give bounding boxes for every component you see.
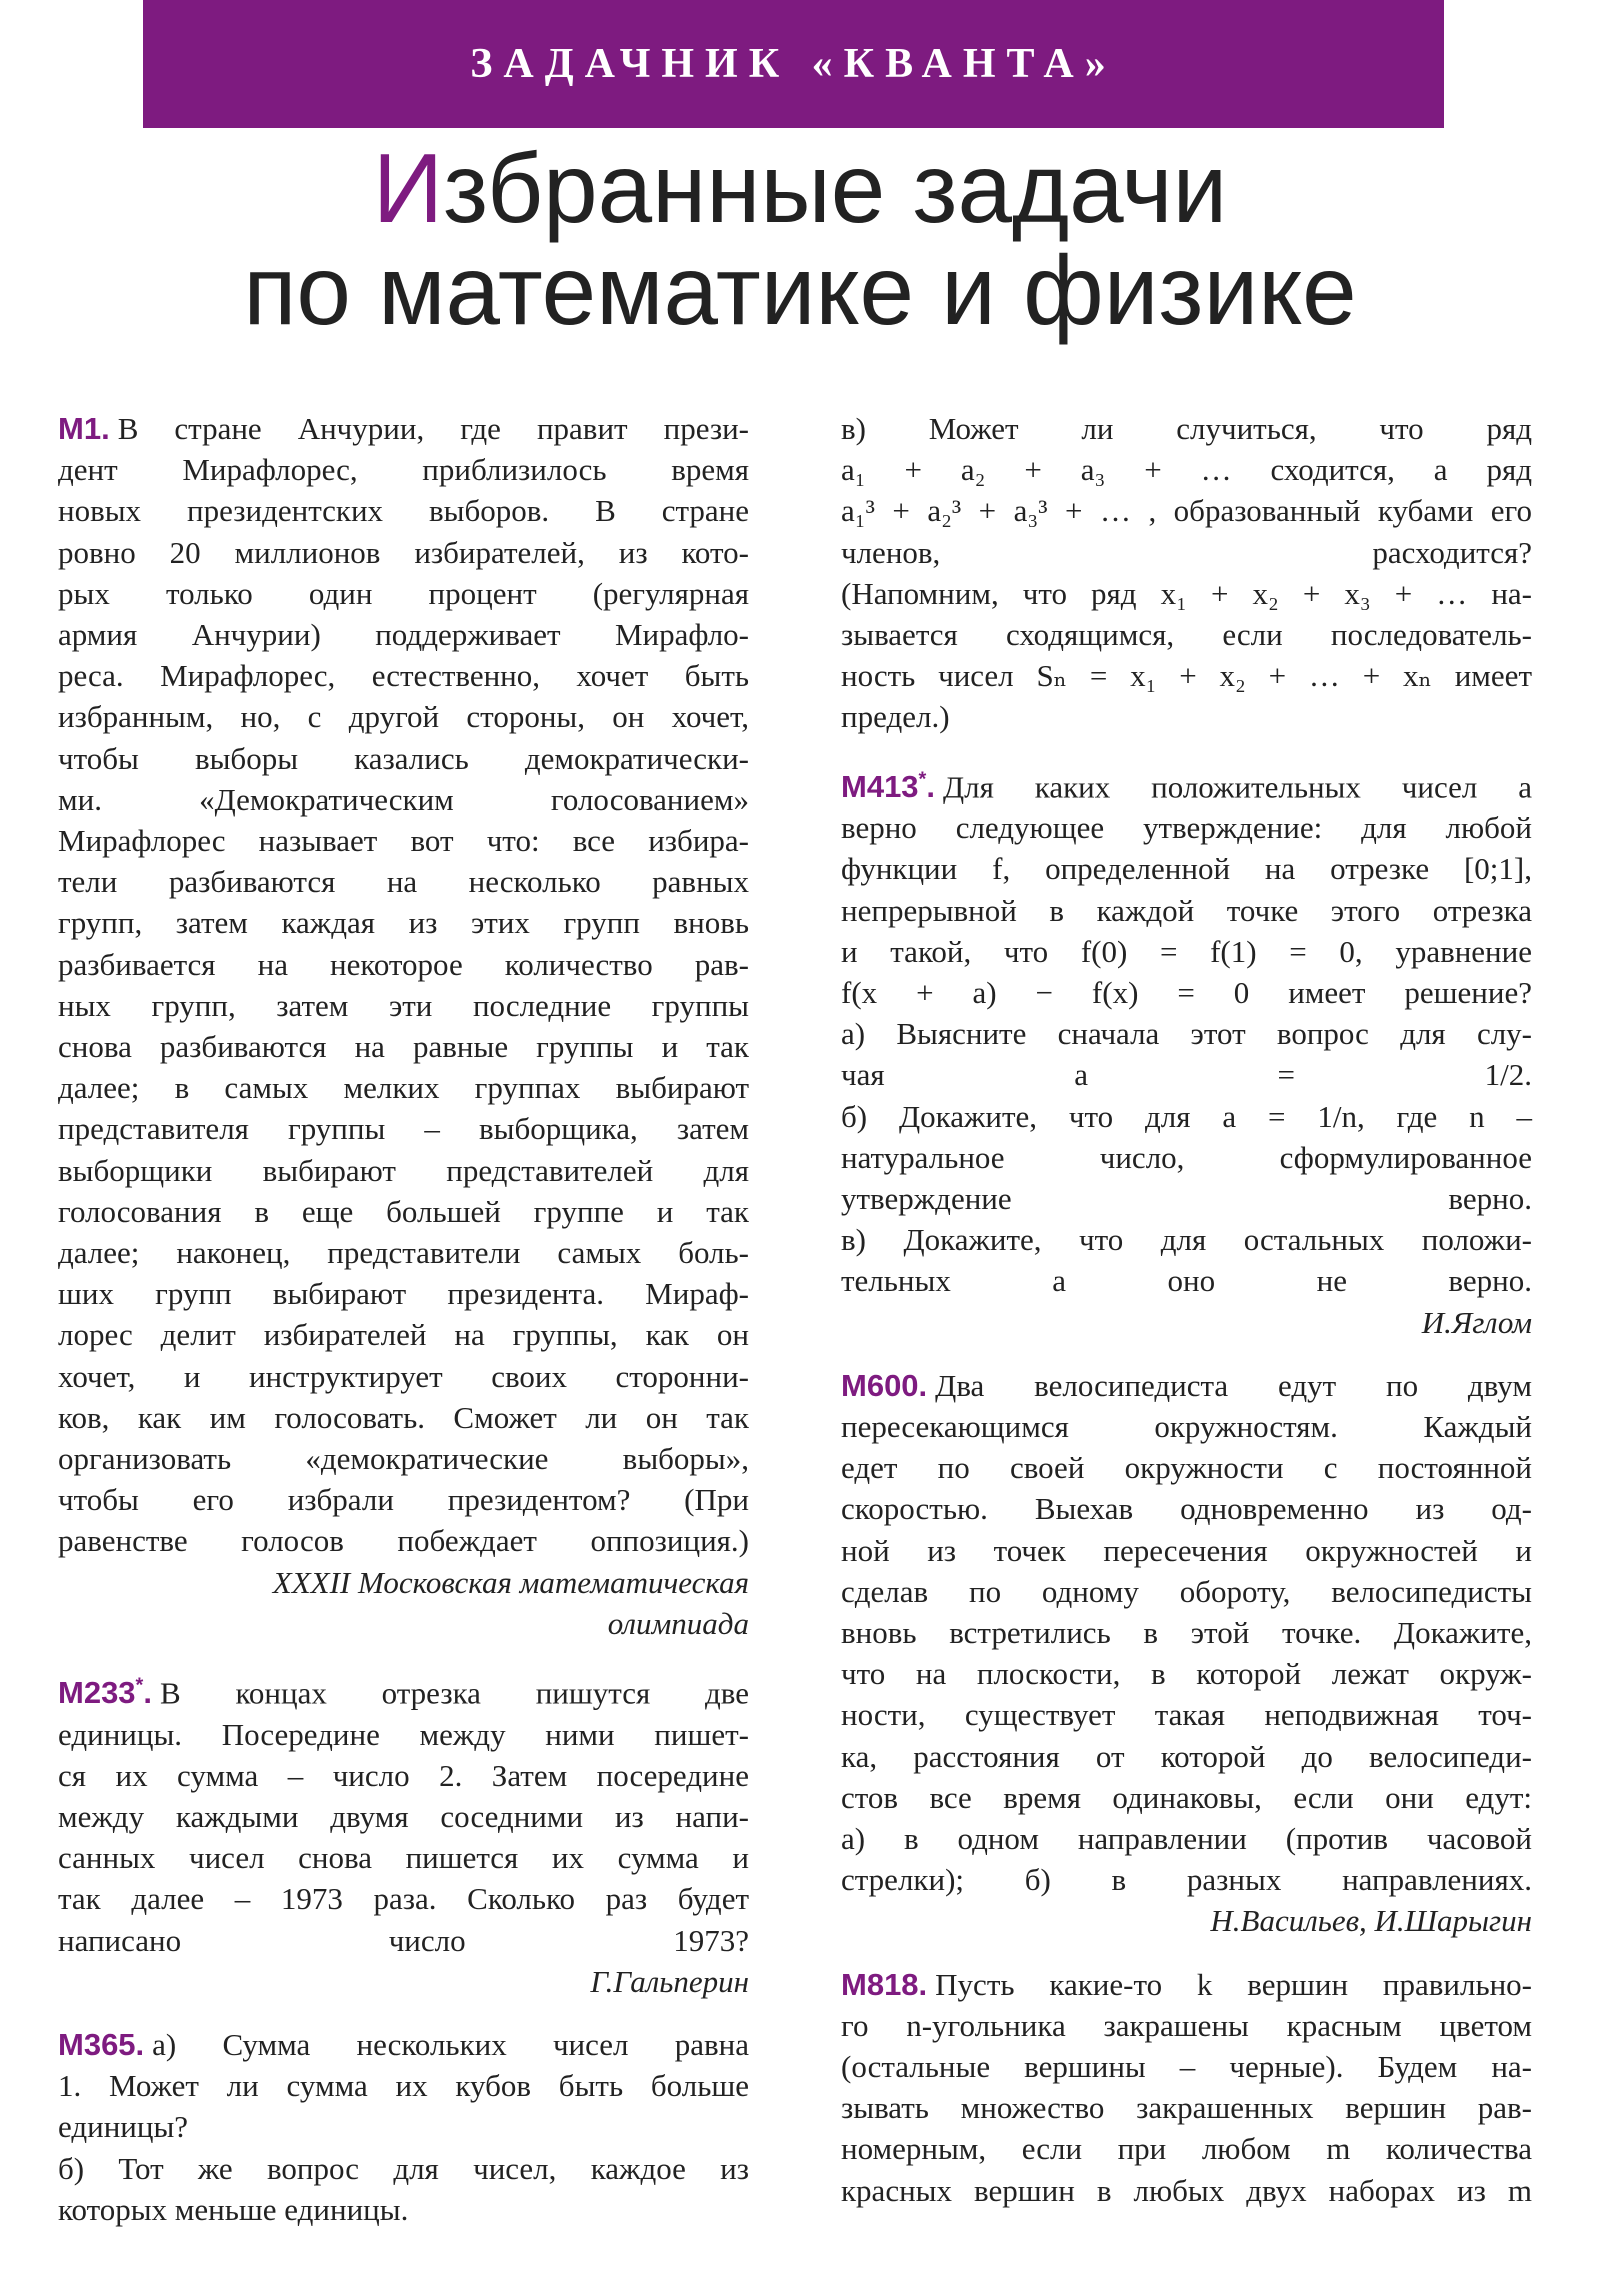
- line-text: номерным, если при любом m количества: [841, 2131, 1532, 2167]
- line-text: единицы?: [58, 2109, 189, 2145]
- text-line: [58, 738, 749, 779]
- paragraph: [841, 1365, 1532, 1901]
- line-text: что на плоскости, в которой лежат окруж-: [841, 1656, 1532, 1692]
- problem-number: [58, 411, 110, 446]
- text-line: [58, 1520, 749, 1561]
- text-line: [841, 1178, 1532, 1219]
- line-text: в) Докажите, что для остальных положи-: [841, 1222, 1532, 1258]
- text-line: [58, 1273, 749, 1314]
- text-line: [58, 696, 749, 737]
- problem-number-text: M413: [841, 768, 919, 804]
- problem-number: [58, 1675, 152, 1710]
- line-text: непрерывной в каждой точке этого отрезка: [841, 892, 1532, 928]
- line-text: так далее – 1973 раза. Сколько раз будет: [58, 1881, 749, 1917]
- dot: .: [143, 1675, 152, 1711]
- line-text: рых только один процент (регулярная: [58, 575, 749, 611]
- text-line: [841, 449, 1532, 490]
- paragraph: [841, 573, 1532, 738]
- problem-number-text: M365.: [58, 2027, 145, 2063]
- line-text: групп, затем каждая из этих групп вновь: [58, 905, 749, 941]
- problem-number-text: M233: [58, 1675, 136, 1711]
- line-text: Мирафлорес называет вот что: все избира-: [58, 823, 749, 859]
- line-text: равенстве голосов побеждает оппозиция.): [58, 1523, 749, 1559]
- line-text: б) Докажите, что для a = 1/n, где n –: [841, 1098, 1532, 1134]
- text-line: [841, 1488, 1532, 1529]
- text-line: [841, 1777, 1532, 1818]
- line-text: санных чисел снова пишется их сумма и: [58, 1840, 749, 1876]
- problem-number: [841, 1967, 927, 2002]
- text-line: [841, 532, 1532, 573]
- text-line: [841, 1406, 1532, 1447]
- text-line: [58, 449, 749, 490]
- line-text: a₁ + a₂ + a₃ + … сходится, а ряд: [841, 452, 1532, 488]
- text-line: [58, 614, 749, 655]
- page-title-line-1: [0, 133, 1600, 243]
- text-line: [58, 2189, 749, 2230]
- text-line: [58, 1150, 749, 1191]
- line-text: между каждыми двумя соседними из напи-: [58, 1799, 749, 1835]
- text-line: [841, 408, 1532, 449]
- line-text: скоростью. Выехав одновременно из од-: [841, 1491, 1532, 1527]
- text-line: [841, 760, 1532, 808]
- problem-m365-continued: [841, 408, 1532, 738]
- line-text: дент Мирафлорес, приблизилось время: [58, 452, 749, 488]
- paragraph: [841, 760, 1532, 1014]
- text-line: [58, 1878, 749, 1919]
- line-text: а) Выясните сначала этот вопрос для слу-: [841, 1016, 1532, 1052]
- line-text: тели разбиваются на несколько равных: [58, 864, 749, 900]
- text-line: [58, 1232, 749, 1273]
- line-text: чая a = 1/2.: [841, 1057, 1532, 1093]
- text-line: [841, 2046, 1532, 2087]
- line-text: написано число 1973?: [58, 1922, 749, 1958]
- text-line: [58, 1479, 749, 1520]
- line-text: разбивается на некоторое количество рав-: [58, 946, 749, 982]
- line-text: Два велосипедиста едут по двум: [935, 1367, 1532, 1403]
- text-line: [58, 1191, 749, 1232]
- problem-number-text: M1.: [58, 411, 110, 446]
- attribution: Н.Васильев, И.Шарыгин: [1210, 1903, 1532, 1939]
- line-text: утверждение верно.: [841, 1180, 1532, 1216]
- text-line: [58, 2106, 749, 2147]
- line-text: Для каких положительных чисел a: [942, 768, 1532, 804]
- asterisk: *: [135, 1675, 144, 1698]
- problem-number: [58, 2027, 144, 2062]
- text-line: [58, 573, 749, 614]
- text-line: [841, 1653, 1532, 1694]
- problem-m600: [841, 1365, 1532, 1942]
- line-text: зывается сходящимся, если последователь-: [841, 617, 1532, 653]
- text-line: [841, 2128, 1532, 2169]
- text-line: [58, 985, 749, 1026]
- text-line: [58, 944, 749, 985]
- problem-number-text: M600.: [841, 1367, 928, 1403]
- text-line: [58, 408, 749, 449]
- dot: .: [926, 768, 935, 804]
- text-line: [841, 1013, 1532, 1054]
- line-text: ми. «Демократическим голосованием»: [58, 781, 749, 817]
- attribution: И.Яглом: [1421, 1304, 1532, 1340]
- text-line: [841, 573, 1532, 614]
- text-line: [58, 1796, 749, 1837]
- line-text: ших групп выбирают президента. Мираф-: [58, 1276, 749, 1312]
- line-text: Пусть какие-то k вершин правильно-: [935, 1966, 1532, 2002]
- text-line: [841, 1530, 1532, 1571]
- text-line: [841, 1260, 1532, 1301]
- line-text: a₁³ + a₂³ + a₃³ + … , образованный кубами его: [841, 493, 1532, 529]
- asterisk: *: [918, 768, 927, 791]
- text-line: [841, 696, 1532, 737]
- paragraph: [58, 2148, 749, 2230]
- line-text: ной из точек пересечения окружностей и: [841, 1532, 1532, 1568]
- line-text: реса. Мирафлорес, естественно, хочет быть: [58, 658, 749, 694]
- line-text: ровно 20 миллионов избирателей, из кото-: [58, 534, 749, 570]
- text-line: [841, 655, 1532, 696]
- line-text: организовать «демократические выборы»,: [58, 1441, 749, 1477]
- line-text: пересекающимся окружностям. Каждый: [841, 1409, 1532, 1444]
- text-line: [841, 1612, 1532, 1653]
- text-line: [841, 848, 1532, 889]
- text-line: [841, 890, 1532, 931]
- text-line: [58, 2065, 749, 2106]
- text-line: [841, 1818, 1532, 1859]
- line-text: в) Может ли случиться, что ряд: [841, 411, 1532, 446]
- text-line: [841, 1964, 1532, 2005]
- line-text: функции f, определенной на отрезке [0;1],: [841, 851, 1532, 887]
- problem-number-text: M818.: [841, 1966, 928, 2002]
- paragraph: [58, 408, 749, 1562]
- line-text: далее; наконец, представители самых боль-: [58, 1235, 749, 1271]
- section-banner: [143, 0, 1444, 128]
- line-text: б) Тот же вопрос для чисел, каждое из: [58, 2150, 749, 2186]
- line-text: снова разбиваются на равные группы и так: [58, 1029, 749, 1065]
- problem-m818: [841, 1964, 1532, 2211]
- paragraph: [841, 1964, 1532, 2211]
- line-text: f(x + a) − f(x) = 0 имеет решение?: [841, 974, 1532, 1010]
- text-line: [58, 861, 749, 902]
- text-line: [58, 1755, 749, 1796]
- left-column: [58, 408, 749, 2252]
- text-line: [841, 931, 1532, 972]
- line-text: лорес делит избирателей на группы, как он: [58, 1317, 749, 1353]
- text-line: [58, 1314, 749, 1355]
- line-text: ков, как им голосовать. Сможет ли он так: [58, 1399, 749, 1435]
- attribution: Г.Гальперин: [590, 1963, 749, 1999]
- text-line: [841, 1571, 1532, 1612]
- paragraph: [841, 1013, 1532, 1095]
- problem-m413: [841, 760, 1532, 1343]
- banner-title: ЗАДАЧНИК «КВАНТА»: [470, 41, 1117, 87]
- text-line: [58, 1837, 749, 1878]
- text-line: [841, 1859, 1532, 1900]
- text-line: [841, 1096, 1532, 1137]
- line-text: (Напомним, что ряд x₁ + x₂ + x₃ + … на-: [841, 575, 1532, 611]
- text-line: [58, 2148, 749, 2189]
- line-text: которых меньше единицы.: [58, 2191, 409, 2227]
- problem-m1: [58, 408, 749, 1644]
- line-text: чтобы выборы казались демократически-: [58, 740, 749, 776]
- text-line: [58, 2024, 749, 2065]
- paragraph: [841, 1096, 1532, 1220]
- problem-number: [841, 769, 935, 804]
- text-line: [841, 614, 1532, 655]
- line-text: голосования в еще большей группе и так: [58, 1193, 749, 1229]
- line-text: сделав по одному обороту, велосипедисты: [841, 1573, 1532, 1609]
- problem-m365: [58, 2024, 749, 2230]
- text-line: [58, 902, 749, 943]
- text-line: [58, 1438, 749, 1479]
- line-text: (остальные вершины – черные). Будем на-: [841, 2049, 1532, 2085]
- title-rest: збранные задачи: [443, 133, 1228, 243]
- text-line: [58, 779, 749, 820]
- line-text: а) в одном направлении (против часовой: [841, 1821, 1532, 1857]
- line-text: В стране Анчурии, где правит прези-: [117, 411, 749, 446]
- text-line: [58, 820, 749, 861]
- line-text: новых президентских выборов. В стране: [58, 493, 749, 529]
- text-line: [58, 1397, 749, 1438]
- text-line: [58, 1108, 749, 1149]
- line-text: а) Сумма нескольких чисел равна: [152, 2027, 749, 2063]
- attribution: олимпиада: [607, 1605, 749, 1641]
- line-text: ность чисел Sₙ = x₁ + x₂ + … + xₙ имеет: [841, 658, 1532, 694]
- text-line: [841, 1137, 1532, 1178]
- problem-m233: [58, 1666, 749, 2002]
- line-text: ности, существует такая неподвижная точ-: [841, 1697, 1532, 1733]
- text-line: [841, 1736, 1532, 1777]
- line-text: В концах отрезка пишутся две: [159, 1675, 749, 1711]
- paragraph: [58, 1666, 749, 1961]
- line-text: далее; в самых мелких группах выбирают: [58, 1070, 749, 1106]
- text-line: [841, 1219, 1532, 1260]
- text-line: [58, 1356, 749, 1397]
- text-line: [841, 1054, 1532, 1095]
- text-line: [58, 532, 749, 573]
- line-text: предел.): [841, 699, 950, 735]
- line-text: стрелки); б) в разных направлениях.: [841, 1862, 1532, 1898]
- line-text: и такой, что f(0) = f(1) = 0, уравнение: [841, 933, 1532, 969]
- paragraph: [58, 2024, 749, 2148]
- paragraph: [841, 1219, 1532, 1301]
- text-line: [58, 1714, 749, 1755]
- page-title-line-2: по математике и физике: [243, 235, 1357, 345]
- text-line: [58, 1666, 749, 1714]
- text-line: [58, 1067, 749, 1108]
- line-text: армия Анчурии) поддерживает Мирафло-: [58, 617, 749, 653]
- line-text: представителя группы – выборщика, затем: [58, 1111, 749, 1147]
- text-line: [841, 972, 1532, 1013]
- line-text: тельных a оно не верно.: [841, 1263, 1532, 1299]
- text-line: [841, 2005, 1532, 2046]
- line-text: ных групп, затем эти последние группы: [58, 987, 749, 1023]
- line-text: выборщики выбирают представителей для: [58, 1152, 749, 1188]
- line-text: чтобы его избрали президентом? (При: [58, 1482, 749, 1518]
- line-text: ка, расстояния от которой до велосипеди-: [841, 1738, 1532, 1774]
- line-text: стов все время одинаковы, если они едут:: [841, 1779, 1532, 1815]
- line-text: членов, расходится?: [841, 534, 1532, 570]
- text-line: [58, 490, 749, 531]
- attribution: XXXII Московская математическая: [272, 1564, 749, 1600]
- line-text: натуральное число, сформулированное: [841, 1139, 1532, 1175]
- text-line: [58, 655, 749, 696]
- line-text: 1. Может ли сумма их кубов быть больше: [58, 2068, 749, 2104]
- paragraph: [841, 408, 1532, 573]
- line-text: ся их сумма – число 2. Затем посередине: [58, 1757, 749, 1793]
- line-text: вновь встретились в этой точке. Докажите,: [841, 1615, 1532, 1651]
- line-text: едет по своей окружности с постоянной: [841, 1450, 1532, 1486]
- text-line: [841, 2087, 1532, 2128]
- line-text: избранным, но, с другой стороны, он хочет,: [58, 699, 749, 735]
- title-initial: И: [372, 133, 444, 243]
- line-text: единицы. Посередине между ними пишет-: [58, 1716, 749, 1752]
- text-line: [841, 490, 1532, 531]
- line-text: хочет, и инструктирует своих сторонни-: [58, 1358, 749, 1394]
- line-text: зывать множество закрашенных вершин рав-: [841, 2090, 1532, 2126]
- text-line: [841, 1694, 1532, 1735]
- text-line: [58, 1920, 749, 1961]
- line-text: верно следующее утверждение: для любой: [841, 810, 1532, 846]
- text-line: [841, 2170, 1532, 2211]
- problem-number: [841, 1368, 927, 1403]
- line-text: го n-угольника закрашены красным цветом: [841, 2007, 1532, 2043]
- text-line: [841, 1365, 1532, 1406]
- text-line: [841, 807, 1532, 848]
- text-line: [841, 1447, 1532, 1488]
- line-text: красных вершин в любых двух наборах из m: [841, 2172, 1532, 2208]
- right-column: [841, 408, 1532, 2233]
- text-line: [58, 1026, 749, 1067]
